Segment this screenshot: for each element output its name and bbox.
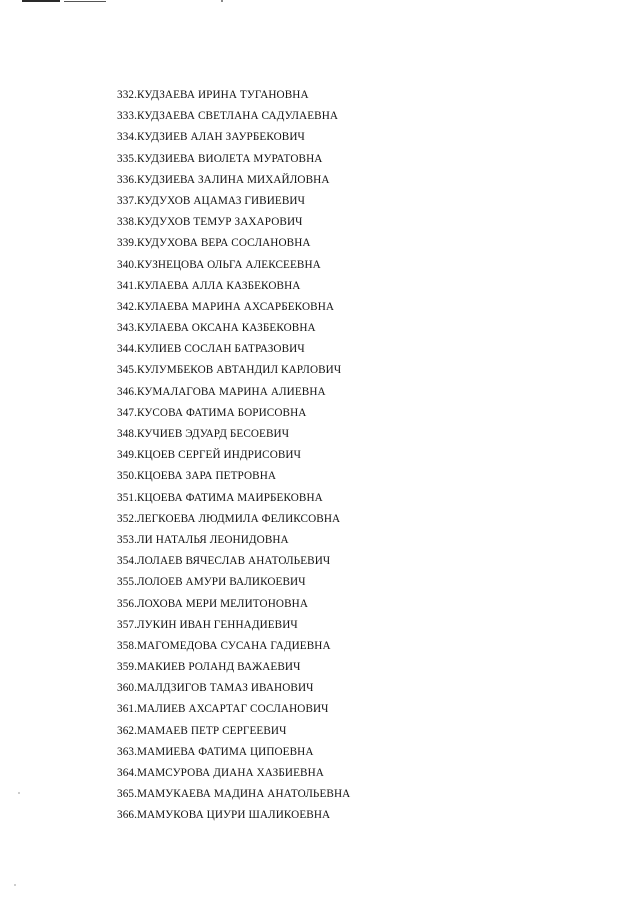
list-item: 355.ЛОЛОЕВ АМУРИ ВАЛИКОЕВИЧ bbox=[117, 576, 306, 589]
list-item: 334.КУДЗИЕВ АЛАН ЗАУРБЕКОВИЧ bbox=[117, 131, 305, 144]
scan-speck bbox=[14, 884, 16, 886]
list-item: 332.КУДЗАЕВА ИРИНА ТУГАНОВНА bbox=[117, 89, 309, 101]
list-item: 353.ЛИ НАТАЛЬЯ ЛЕОНИДОВНА bbox=[117, 533, 289, 546]
list-item: 354.ЛОЛАЕВ ВЯЧЕСЛАВ АНАТОЛЬЕВИЧ bbox=[117, 555, 331, 568]
list-item: 333.КУДЗАЕВА СВЕТЛАНА САДУЛАЕВНА bbox=[117, 110, 339, 123]
list-item: 348.КУЧИЕВ ЭДУАРД БЕСОЕВИЧ bbox=[117, 428, 290, 440]
list-item: 346.КУМАЛАГОВА МАРИНА АЛИЕВНА bbox=[117, 385, 326, 398]
list-item: 362.МАМАЕВ ПЕТР СЕРГЕЕВИЧ bbox=[117, 724, 287, 737]
list-item: 340.КУЗНЕЦОВА ОЛЬГА АЛЕКСЕЕВНА bbox=[117, 258, 321, 271]
scan-speck bbox=[18, 792, 20, 794]
list-item: 356.ЛОХОВА МЕРИ МЕЛИТОНОВНА bbox=[117, 597, 309, 610]
list-item: 344.КУЛИЕВ СОСЛАН БАТРАЗОВИЧ bbox=[117, 343, 305, 356]
list-item: 363.МАМИЕВА ФАТИМА ЦИПОЕВНА bbox=[117, 745, 314, 758]
list-item: 336.КУДЗИЕВА ЗАЛИНА МИХАЙЛОВНА bbox=[117, 173, 330, 186]
list-item: 350.КЦОЕВА ЗАРА ПЕТРОВНА bbox=[117, 470, 277, 483]
list-item: 339.КУДУХОВА ВЕРА СОСЛАНОВНА bbox=[117, 237, 311, 250]
list-item: 345.КУЛУМБЕКОВ АВТАНДИЛ КАРЛОВИЧ bbox=[117, 364, 342, 377]
list-item: 343.КУЛАЕВА ОКСАНА КАЗБЕКОВНА bbox=[117, 322, 316, 335]
name-list bbox=[117, 85, 350, 827]
list-item: 358.МАГОМЕДОВА СУСАНА ГАДИЕВНА bbox=[117, 639, 331, 652]
list-item: 338.КУДУХОВ ТЕМУР ЗАХАРОВИЧ bbox=[117, 216, 303, 229]
list-item: 357.ЛУКИН ИВАН ГЕННАДИЕВИЧ bbox=[117, 618, 298, 631]
scan-artifact bbox=[64, 1, 106, 2]
list-item: 349.КЦОЕВ СЕРГЕЙ ИНДРИСОВИЧ bbox=[117, 449, 301, 462]
scan-artifact bbox=[221, 0, 223, 2]
list-item: 335.КУДЗИЕВА ВИОЛЕТА МУРАТОВНА bbox=[117, 152, 323, 165]
list-item: 366.МАМУКОВА ЦИУРИ ШАЛИКОЕВНА bbox=[117, 809, 331, 822]
list-item: 359.МАКИЕВ РОЛАНД ВАЖАЕВИЧ bbox=[117, 661, 301, 674]
list-item: 342.КУЛАЕВА МАРИНА АХСАРБЕКОВНА bbox=[117, 300, 335, 313]
list-item: 364.МАМСУРОВА ДИАНА ХАЗБИЕВНА bbox=[117, 767, 324, 779]
list-item: 352.ЛЕГКОЕВА ЛЮДМИЛА ФЕЛИКСОВНА bbox=[117, 512, 341, 525]
list-item: 361.МАЛИЕВ АХСАРТАГ СОСЛАНОВИЧ bbox=[117, 703, 329, 716]
list-item: 365.МАМУКАЕВА МАДИНА АНАТОЛЬЕВНА bbox=[117, 788, 351, 801]
list-item: 360.МАЛДЗИГОВ ТАМАЗ ИВАНОВИЧ bbox=[117, 682, 314, 695]
list-item: 351.КЦОЕВА ФАТИМА МАИРБЕКОВНА bbox=[117, 491, 323, 504]
list-item: 337.КУДУХОВ АЦАМАЗ ГИВИЕВИЧ bbox=[117, 194, 305, 207]
scan-artifact bbox=[22, 0, 60, 2]
list-item: 341.КУЛАЕВА АЛЛА КАЗБЕКОВНА bbox=[117, 279, 301, 292]
list-item: 347.КУСОВА ФАТИМА БОРИСОВНА bbox=[117, 406, 307, 419]
